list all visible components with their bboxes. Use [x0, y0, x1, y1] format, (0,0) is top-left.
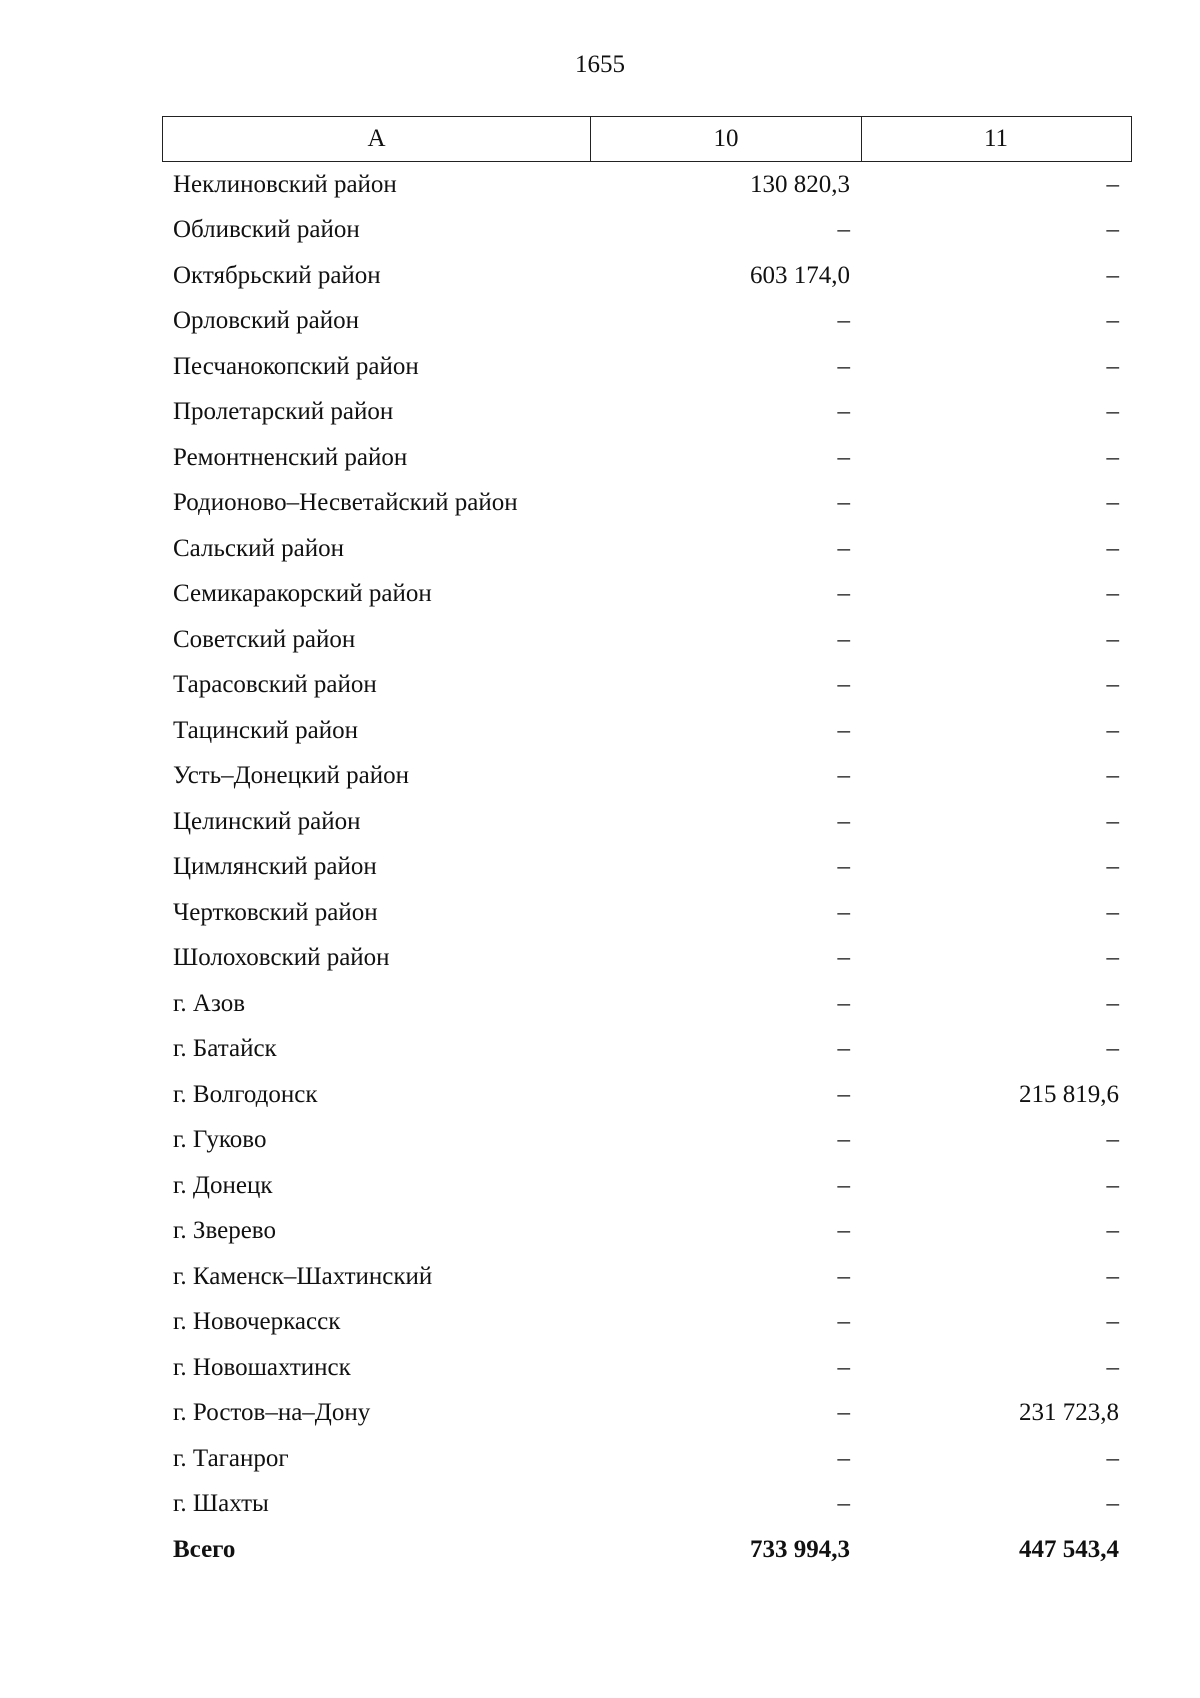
- row-col-11-cell: –: [1106, 762, 1119, 790]
- row-name-cell: г. Гуково: [173, 1126, 267, 1154]
- row-name-cell: Тарасовский район: [173, 671, 377, 699]
- row-name-cell: Неклиновский район: [173, 170, 397, 198]
- row-name-cell: Тацинский район: [173, 716, 358, 744]
- row-col-11-cell: –: [1106, 216, 1119, 244]
- row-col-10-cell: –: [837, 1262, 850, 1290]
- row-col-10-cell: –: [837, 1308, 850, 1336]
- total-col-10: 733 994,3: [750, 1535, 850, 1563]
- row-col-11-cell: –: [1106, 989, 1119, 1017]
- row-col-11-cell: –: [1106, 352, 1119, 380]
- table-row: [162, 162, 1132, 208]
- table-row: [162, 435, 1132, 481]
- table-row: [162, 1118, 1132, 1164]
- row-col-11-cell: –: [1106, 307, 1119, 335]
- row-name-cell: г. Новочеркасск: [173, 1308, 341, 1336]
- row-col-10-cell: –: [837, 944, 850, 972]
- row-name-cell: Советский район: [173, 625, 356, 653]
- row-col-10-cell: –: [837, 398, 850, 426]
- row-name-cell: Октябрьский район: [173, 261, 381, 289]
- row-col-10-cell: –: [837, 853, 850, 881]
- row-col-11-cell: –: [1106, 853, 1119, 881]
- table-row: [162, 936, 1132, 982]
- row-col-10-cell: –: [837, 352, 850, 380]
- row-col-10-cell: –: [837, 1217, 850, 1245]
- row-name-cell: Родионово–Несветайский район: [173, 489, 518, 517]
- table-row: [162, 344, 1132, 390]
- row-name-cell: г. Новошахтинск: [173, 1353, 351, 1381]
- total-label: Всего: [173, 1535, 236, 1563]
- row-name-cell: Обливский район: [173, 216, 360, 244]
- row-col-11-cell: –: [1106, 1171, 1119, 1199]
- row-name-cell: Чертковский район: [173, 898, 378, 926]
- table-row: [162, 799, 1132, 845]
- table-row: [162, 708, 1132, 754]
- table-row: [162, 845, 1132, 891]
- row-col-11-cell: –: [1106, 489, 1119, 517]
- row-col-11-cell: –: [1106, 580, 1119, 608]
- table-row: [162, 663, 1132, 709]
- row-name-cell: Орловский район: [173, 307, 359, 335]
- row-col-11-cell: –: [1106, 1262, 1119, 1290]
- row-name-cell: Ремонтненский район: [173, 443, 408, 471]
- row-col-10-cell: –: [837, 898, 850, 926]
- row-col-11-cell: –: [1106, 671, 1119, 699]
- table-row: [162, 1482, 1132, 1528]
- table-row: [162, 253, 1132, 299]
- row-col-10-cell: –: [837, 443, 850, 471]
- row-col-11-cell: 215 819,6: [1019, 1080, 1119, 1108]
- row-col-10-cell: –: [837, 1444, 850, 1472]
- row-col-10-cell: –: [837, 1353, 850, 1381]
- row-col-11-cell: –: [1106, 716, 1119, 744]
- row-name-cell: г. Азов: [173, 989, 246, 1017]
- row-name-cell: г. Шахты: [173, 1490, 269, 1518]
- row-col-11-cell: –: [1106, 534, 1119, 562]
- row-col-10-cell: –: [837, 989, 850, 1017]
- row-col-10-cell: 130 820,3: [750, 170, 850, 198]
- table-row: [162, 1345, 1132, 1391]
- table-row: [162, 1436, 1132, 1482]
- table-row: [162, 981, 1132, 1027]
- row-col-11-cell: –: [1106, 170, 1119, 198]
- table-row: [162, 1391, 1132, 1437]
- table-row: [162, 617, 1132, 663]
- row-col-11-cell: –: [1106, 261, 1119, 289]
- row-col-10-cell: –: [837, 1035, 850, 1063]
- row-col-10-cell: –: [837, 1399, 850, 1427]
- row-col-10-cell: –: [837, 1126, 850, 1154]
- row-col-11-cell: –: [1106, 398, 1119, 426]
- row-name-cell: г. Таганрог: [173, 1444, 289, 1472]
- row-col-11-cell: –: [1106, 1490, 1119, 1518]
- table-row: [162, 1163, 1132, 1209]
- row-col-10-cell: –: [837, 716, 850, 744]
- row-name-cell: Пролетарский район: [173, 398, 394, 426]
- row-name-cell: Целинский район: [173, 807, 361, 835]
- table-header-row: [162, 116, 1132, 162]
- row-col-10-cell: –: [837, 671, 850, 699]
- header-cell-10: 10: [591, 117, 862, 161]
- page-number: 1655: [575, 51, 625, 78]
- row-name-cell: Сальский район: [173, 534, 344, 562]
- row-col-11-cell: 231 723,8: [1019, 1399, 1119, 1427]
- row-col-10-cell: –: [837, 534, 850, 562]
- row-name-cell: г. Каменск–Шахтинский: [173, 1262, 433, 1290]
- table-row: [162, 299, 1132, 345]
- row-col-10-cell: –: [837, 307, 850, 335]
- row-name-cell: г. Батайск: [173, 1035, 277, 1063]
- row-col-11-cell: –: [1106, 944, 1119, 972]
- row-col-10-cell: –: [837, 580, 850, 608]
- table-row: [162, 390, 1132, 436]
- table-row: [162, 890, 1132, 936]
- row-col-11-cell: –: [1106, 1444, 1119, 1472]
- header-cell-a: А: [163, 117, 591, 161]
- row-name-cell: г. Донецк: [173, 1171, 273, 1199]
- table-row: [162, 1254, 1132, 1300]
- table-row: [162, 208, 1132, 254]
- budget-table: [162, 116, 1132, 1573]
- row-col-10-cell: –: [837, 762, 850, 790]
- row-col-10-cell: –: [837, 625, 850, 653]
- row-col-10-cell: –: [837, 807, 850, 835]
- row-col-10-cell: –: [837, 216, 850, 244]
- table-row: [162, 1300, 1132, 1346]
- row-name-cell: Песчанокопский район: [173, 352, 419, 380]
- table-body: [162, 162, 1132, 1527]
- table-total-row: [162, 1527, 1132, 1573]
- row-col-11-cell: –: [1106, 1217, 1119, 1245]
- row-col-10-cell: –: [837, 489, 850, 517]
- row-col-11-cell: –: [1106, 1126, 1119, 1154]
- row-col-10-cell: –: [837, 1080, 850, 1108]
- row-col-10-cell: 603 174,0: [750, 261, 850, 289]
- row-col-10-cell: –: [837, 1171, 850, 1199]
- row-name-cell: Семикаракорский район: [173, 580, 432, 608]
- row-col-11-cell: –: [1106, 1308, 1119, 1336]
- row-name-cell: Усть–Донецкий район: [173, 762, 410, 790]
- table-row: [162, 1209, 1132, 1255]
- row-name-cell: г. Зверево: [173, 1217, 276, 1245]
- row-name-cell: Шолоховский район: [173, 944, 390, 972]
- row-name-cell: г. Волгодонск: [173, 1080, 318, 1108]
- table-row: [162, 754, 1132, 800]
- row-col-11-cell: –: [1106, 807, 1119, 835]
- row-col-11-cell: –: [1106, 898, 1119, 926]
- row-col-11-cell: –: [1106, 1035, 1119, 1063]
- header-cell-11: 11: [983, 125, 1009, 152]
- row-name-cell: г. Ростов–на–Дону: [173, 1399, 371, 1427]
- table-row: [162, 526, 1132, 572]
- row-col-11-cell: –: [1106, 1353, 1119, 1381]
- row-name-cell: Цимлянский район: [173, 853, 377, 881]
- row-col-11-cell: –: [1106, 443, 1119, 471]
- row-col-10-cell: –: [837, 1490, 850, 1518]
- table-row: [162, 481, 1132, 527]
- table-row: [162, 1072, 1132, 1118]
- table-row: [162, 572, 1132, 618]
- table-row: [162, 1027, 1132, 1073]
- row-col-11-cell: –: [1106, 625, 1119, 653]
- total-col-11: 447 543,4: [1019, 1535, 1119, 1563]
